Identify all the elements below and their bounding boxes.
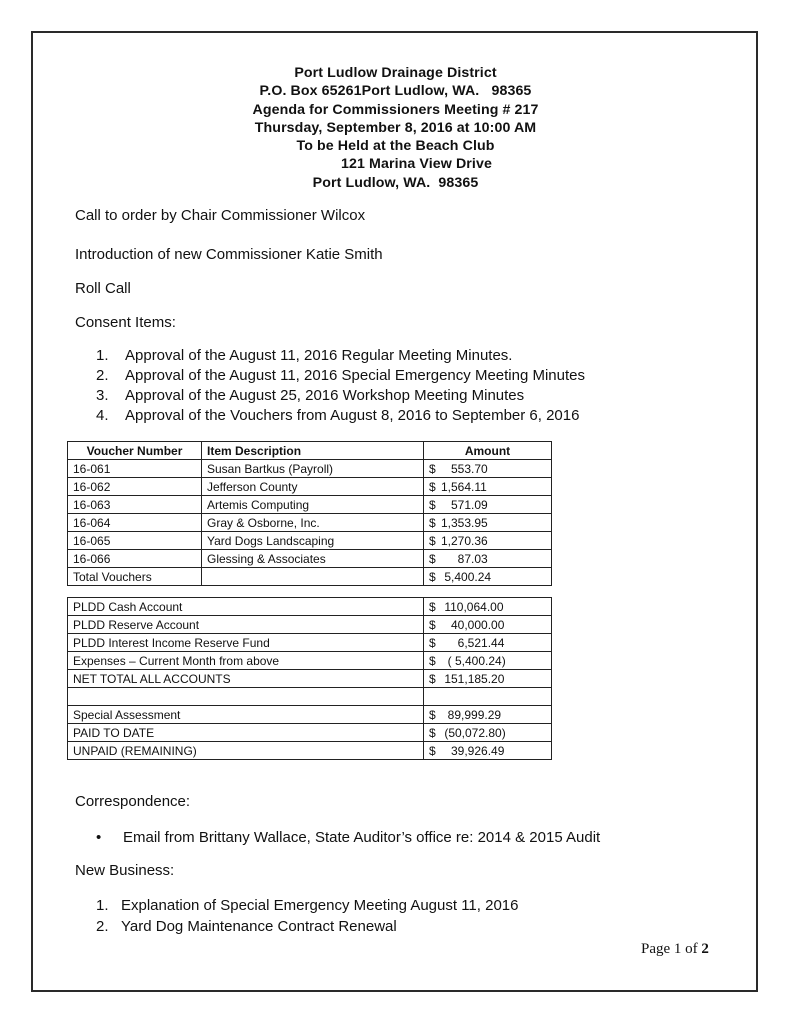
agenda-title: Agenda for Commissioners Meeting # 217 [252, 101, 539, 118]
bullet-icon: • [96, 829, 102, 846]
accounts-table [67, 597, 552, 760]
table-row: PLDD Reserve Account $ 40,000.00 [68, 616, 552, 634]
correspondence-item: • Email from Brittany Wallace, State Auditor’s office re: 2014 & 2015 Audit [96, 829, 601, 846]
total-vouchers-row: Total Vouchers $ 5,400.24 [68, 568, 552, 586]
table-row: 16-066 Glessing & Associates $ 87.03 [68, 550, 552, 568]
table-row: 16-062 Jefferson County $ 1,564.11 [68, 478, 552, 496]
net-total-row: NET TOTAL ALL ACCOUNTS $ 151,185.20 [68, 670, 552, 688]
empty-row [68, 688, 552, 706]
consent-item: 4. Approval of the Vouchers from August 8, 2016 to September 6, 2016 [96, 407, 580, 424]
consent-item: 2. Approval of the August 11, 2016 Special Emergency Meeting Minutes [96, 367, 585, 384]
header-voucher-number: Voucher Number [68, 442, 202, 460]
voucher-table-header [68, 442, 552, 460]
meeting-venue: To be Held at the Beach Club [296, 138, 495, 155]
correspondence-list [96, 829, 600, 847]
new-business-item: 2. Yard Dog Maintenance Contract Renewal [96, 918, 397, 935]
header-item-description: Item Description [202, 442, 424, 460]
district-address: P.O. Box 65261Port Ludlow, WA. 98365 [259, 83, 532, 100]
document-header [0, 64, 791, 192]
table-row: 16-063 Artemis Computing $ 571.09 [68, 496, 552, 514]
venue-street: 121 Marina View Drive [341, 156, 492, 173]
correspondence-heading: Correspondence: [75, 793, 191, 810]
call-to-order: Call to order by Chair Commissioner Wilcox [75, 207, 366, 224]
table-row: Expenses – Current Month from above $ ( 5,400.24) [68, 652, 552, 670]
table-row: 16-061 Susan Bartkus (Payroll) $ 553.70 [68, 460, 552, 478]
voucher-table [67, 441, 552, 586]
table-row: 16-065 Yard Dogs Landscaping $ 1,270.36 [68, 532, 552, 550]
table-row: Special Assessment $ 89,999.29 [68, 706, 552, 724]
new-business-heading: New Business: [75, 862, 175, 879]
header-amount: Amount [424, 442, 552, 460]
table-row: UNPAID (REMAINING) $ 39,926.49 [68, 742, 552, 760]
meeting-datetime: Thursday, September 8, 2016 at 10:00 AM [254, 119, 537, 136]
consent-item: 3. Approval of the August 25, 2016 Workshop Meeting Minutes [96, 387, 525, 404]
new-business-item: 1. Explanation of Special Emergency Meeting August 11, 2016 [96, 897, 519, 914]
new-business-list [96, 895, 518, 937]
table-row: PLDD Interest Income Reserve Fund $ 6,521.44 [68, 634, 552, 652]
district-name: Port Ludlow Drainage District [294, 65, 497, 81]
table-row: 16-064 Gray & Osborne, Inc. $ 1,353.95 [68, 514, 552, 532]
consent-heading: Consent Items: [75, 314, 176, 331]
page-number: Page 1 of 2 [641, 941, 709, 957]
introduction: Introduction of new Commissioner Katie Smith [75, 246, 383, 263]
consent-items-list [96, 346, 585, 426]
venue-city: Port Ludlow, WA. 98365 [312, 174, 479, 191]
table-row: PAID TO DATE $ (50,072.80) [68, 724, 552, 742]
table-row: PLDD Cash Account $ 110,064.00 [68, 598, 552, 616]
consent-item: 1. Approval of the August 11, 2016 Regular Meeting Minutes. [96, 347, 513, 364]
roll-call: Roll Call [75, 280, 131, 297]
